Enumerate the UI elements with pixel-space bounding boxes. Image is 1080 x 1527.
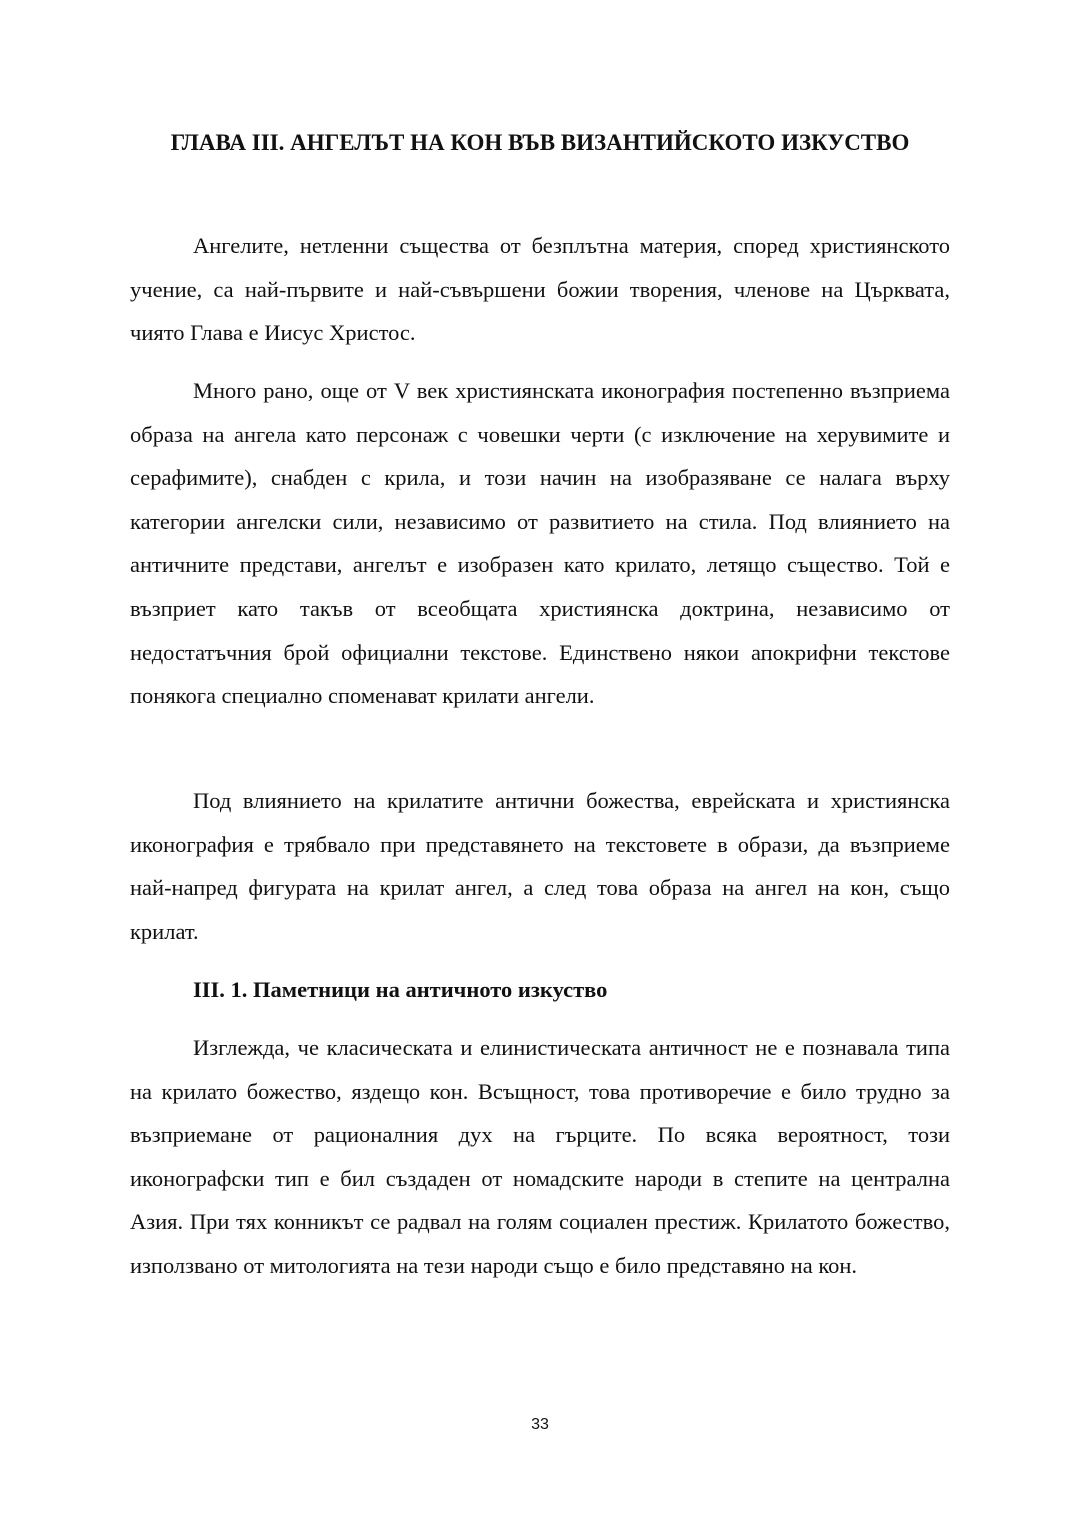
- paragraph-angels-intro: Ангелите, нетленни същества от безплътна материя, според християнското учение, са най-първите и най-съвършени божии творения, членове на Църквата, чиято Глава е Иисус Христос.: [130, 233, 950, 346]
- paragraph-early-iconography: Много рано, още от V век християнската иконография постепенно възприема образа на ангела като персонаж с човешки черти (с изключение на херувимите и серафимите), снабден с крила, и този начин на изобразяване се налага върху категории ангелски сили, независимо от развитието на стила. Под влиянието на античните представи, ангелът е изобразен като крилато, летящо същество. Той е възприет като такъв от всеобщата християнска доктрина, независимо от недостатъчния брой официални текстове. Единствено някои апокрифни текстове понякога специално споменават крилати ангели.: [130, 378, 950, 709]
- section-heading: III. 1. Паметници на античното изкуство: [193, 977, 608, 1002]
- page-number: 33: [531, 1416, 549, 1433]
- paragraph-antiquity: Изглежда, че класическата и елинистическата античност не е познавала типа на крилато божество, яздещо кон. Всъщност, това противоречие е било трудно за възприемане от рационалния дух на гърците. По всяка вероятност, този иконографски тип е бил създаден от номадските народи в степите на централна Азия. При тях конникът се радвал на голям социален престиж. Крилатото божество, използвано от митологията на тези народи също е било представяно на кон.: [130, 1035, 950, 1278]
- chapter-title: ГЛАВА III. АНГЕЛЪТ НА КОН ВЪВ ВИЗАНТИЙСКОТО ИЗКУСТВО: [170, 130, 910, 155]
- paragraph-winged-deities: Под влиянието на крилатите антични божества, еврейската и християнска иконография е трябвало при представянето на текстовете в образи, да възприеме най-напред фигурата на крилат ангел, а след това образа на ангел на кон, също крилат.: [130, 788, 950, 944]
